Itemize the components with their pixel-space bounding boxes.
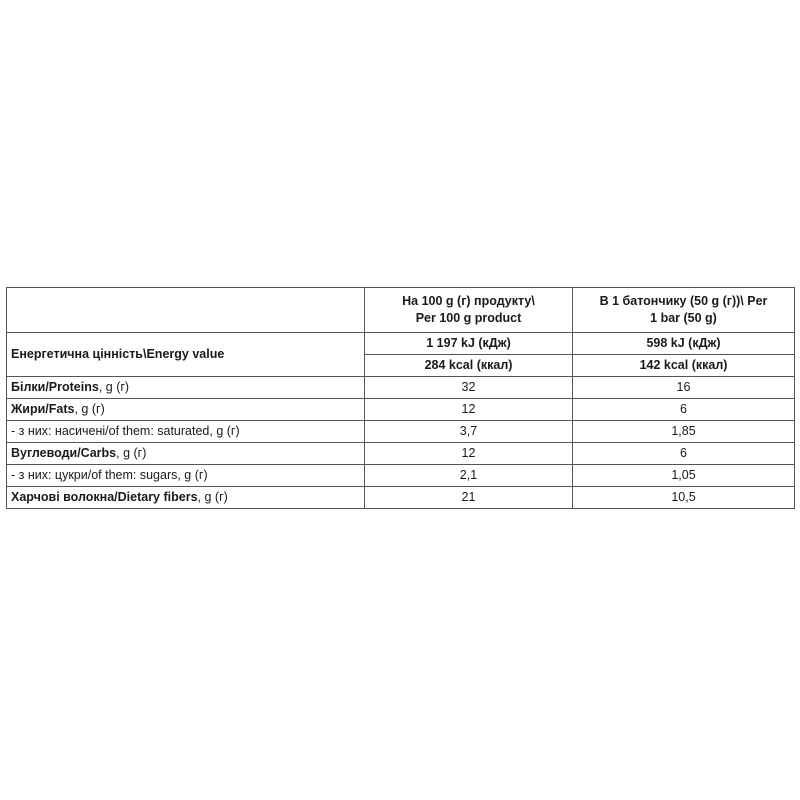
value-per-bar: 6 — [573, 443, 795, 465]
table-row — [7, 421, 795, 443]
header-per-bar-line2: 1 bar (50 g) — [650, 311, 717, 325]
nutrient-name: Білки/Proteins — [11, 380, 99, 394]
energy-kcal-100g: 284 kcal (ккал) — [365, 355, 573, 377]
header-row — [7, 288, 795, 333]
header-empty-cell — [7, 288, 365, 333]
table-row — [7, 377, 795, 399]
header-per-100g-line1: На 100 g (г) продукту\ — [402, 294, 535, 308]
value-per-100g: 2,1 — [365, 465, 573, 487]
energy-kcal-bar: 142 kcal (ккал) — [573, 355, 795, 377]
nutrient-unit: - з них: цукри/of them: sugars, g (г) — [11, 468, 208, 482]
value-per-bar: 1,05 — [573, 465, 795, 487]
value-per-100g: 12 — [365, 443, 573, 465]
header-per-100g — [365, 288, 573, 333]
value-per-100g: 3,7 — [365, 421, 573, 443]
nutrient-label — [7, 421, 365, 443]
energy-label: Енергетична цінність\Energy value — [7, 333, 365, 377]
nutrient-name: Вуглеводи/Carbs — [11, 446, 117, 460]
nutrient-unit: , g (г) — [98, 380, 130, 394]
nutrient-label — [7, 443, 365, 465]
header-per-bar — [573, 288, 795, 333]
energy-kj-100g: 1 197 kJ (кДж) — [365, 333, 573, 355]
nutrient-unit: , g (г) — [197, 490, 228, 504]
nutrient-name: Жири/Fats — [11, 402, 75, 416]
nutrient-unit: , g (г) — [116, 446, 147, 460]
nutrient-unit: , g (г) — [74, 402, 105, 416]
table-row — [7, 443, 795, 465]
energy-kj-row — [7, 333, 795, 355]
table-row — [7, 465, 795, 487]
energy-kj-bar: 598 kJ (кДж) — [573, 333, 795, 355]
nutrient-label — [7, 399, 365, 421]
nutrient-unit: - з них: насичені/of them: saturated, g (г) — [11, 424, 240, 438]
value-per-100g: 32 — [365, 377, 573, 399]
nutrition-facts-table — [6, 287, 795, 509]
table-row — [7, 487, 795, 509]
value-per-bar: 10,5 — [573, 487, 795, 509]
table-row — [7, 399, 795, 421]
header-per-100g-line2: Per 100 g product — [415, 311, 522, 325]
value-per-bar: 1,85 — [573, 421, 795, 443]
value-per-bar: 16 — [573, 377, 795, 399]
nutrient-label — [7, 487, 365, 509]
nutrient-name: Харчові волокна/Dietary fibers — [11, 490, 198, 504]
header-per-bar-line1: В 1 батончику (50 g (г))\ Per — [599, 294, 768, 308]
nutrient-label — [7, 465, 365, 487]
nutrient-label — [7, 377, 365, 399]
value-per-100g: 12 — [365, 399, 573, 421]
value-per-bar: 6 — [573, 399, 795, 421]
value-per-100g: 21 — [365, 487, 573, 509]
